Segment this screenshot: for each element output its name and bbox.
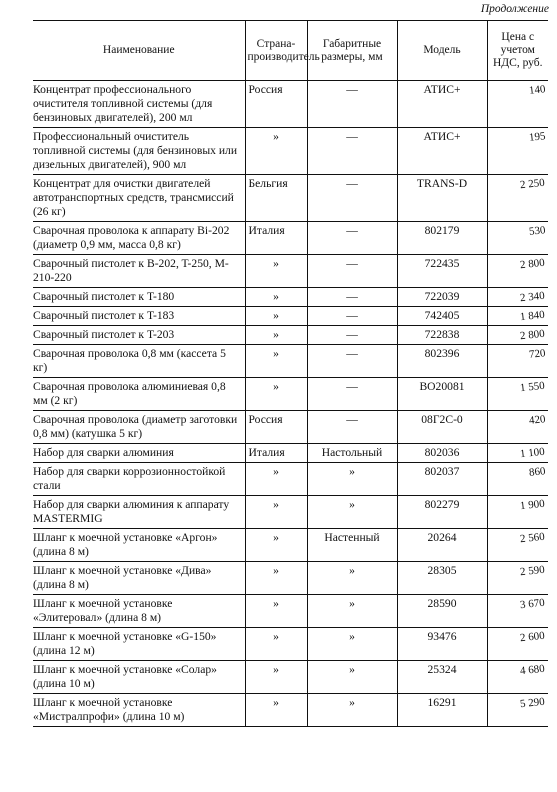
cell-model: 802037 bbox=[397, 463, 487, 496]
price-value: 2 800 bbox=[519, 327, 546, 343]
cell-dimensions: — bbox=[307, 411, 397, 444]
cell-dimensions: » bbox=[307, 595, 397, 628]
cell-name: Шланг к моечной установке «Аргон» (длина 8 м) bbox=[33, 529, 245, 562]
cell-dimensions: — bbox=[307, 175, 397, 222]
cell-name: Сварочная проволока алюминиевая 0,8 мм (2 кг) bbox=[33, 378, 245, 411]
table-row bbox=[33, 562, 548, 595]
continued-label: Продолжение bbox=[480, 3, 549, 15]
cell-name: Сварочный пистолет к T-180 bbox=[33, 288, 245, 307]
cell-model: 802179 bbox=[397, 222, 487, 255]
table-row bbox=[33, 595, 548, 628]
table-row bbox=[33, 175, 548, 222]
table-row bbox=[33, 307, 548, 326]
price-value: 720 bbox=[527, 347, 546, 361]
price-value: 195 bbox=[527, 130, 546, 144]
cell-country: » bbox=[245, 595, 307, 628]
cell-country: » bbox=[245, 661, 307, 694]
cell-model: 802036 bbox=[397, 444, 487, 463]
cell-price bbox=[487, 81, 548, 128]
cell-country: » bbox=[245, 562, 307, 595]
cell-name: Шланг к моечной установке «Солар» (длина 10 м) bbox=[33, 661, 245, 694]
table-row bbox=[33, 128, 548, 175]
cell-country: » bbox=[245, 628, 307, 661]
cell-country: » bbox=[245, 378, 307, 411]
table-row bbox=[33, 81, 548, 128]
price-value: 5 290 bbox=[519, 695, 546, 711]
cell-country: » bbox=[245, 288, 307, 307]
price-value: 860 bbox=[527, 465, 546, 479]
cell-name: Набор для сварки алюминия к аппарату MASTERMIG bbox=[33, 496, 245, 529]
column-header-price: Цена с учетом НДС, руб. bbox=[487, 21, 548, 81]
column-header-name: Наименование bbox=[33, 21, 245, 81]
cell-dimensions: » bbox=[307, 694, 397, 727]
cell-model: 722039 bbox=[397, 288, 487, 307]
cell-model: 28305 bbox=[397, 562, 487, 595]
cell-name: Шланг к моечной установке «Дива» (длина 8 м) bbox=[33, 562, 245, 595]
cell-dimensions: — bbox=[307, 307, 397, 326]
cell-price bbox=[487, 345, 548, 378]
cell-model: 722838 bbox=[397, 326, 487, 345]
cell-dimensions: Настенный bbox=[307, 529, 397, 562]
cell-name: Сварочный пистолет к B-202, T-250, M-210-220 bbox=[33, 255, 245, 288]
table-row bbox=[33, 661, 548, 694]
cell-price bbox=[487, 694, 548, 727]
table-row bbox=[33, 345, 548, 378]
cell-model: 722435 bbox=[397, 255, 487, 288]
table-row bbox=[33, 288, 548, 307]
price-value: 3 670 bbox=[519, 596, 546, 612]
cell-name: Шланг к моечной установке «G-150» (длина 12 м) bbox=[33, 628, 245, 661]
price-value: 2 560 bbox=[519, 530, 546, 546]
table-row bbox=[33, 378, 548, 411]
cell-dimensions: » bbox=[307, 496, 397, 529]
cell-dimensions: Настольный bbox=[307, 444, 397, 463]
price-value: 1 840 bbox=[519, 308, 546, 324]
cell-country: » bbox=[245, 128, 307, 175]
cell-price bbox=[487, 288, 548, 307]
cell-country: » bbox=[245, 345, 307, 378]
cell-country: » bbox=[245, 255, 307, 288]
cell-dimensions: — bbox=[307, 128, 397, 175]
cell-price bbox=[487, 378, 548, 411]
table-row bbox=[33, 496, 548, 529]
price-value: 1 900 bbox=[519, 497, 546, 513]
price-value: 140 bbox=[527, 83, 546, 97]
cell-name: Сварочная проволока (диаметр заготовки 0,8 мм) (катушка 5 кг) bbox=[33, 411, 245, 444]
cell-model: BO20081 bbox=[397, 378, 487, 411]
cell-model: 742405 bbox=[397, 307, 487, 326]
cell-price bbox=[487, 307, 548, 326]
cell-model: АТИС+ bbox=[397, 81, 487, 128]
cell-dimensions: » bbox=[307, 628, 397, 661]
cell-model: 25324 bbox=[397, 661, 487, 694]
cell-model: 20264 bbox=[397, 529, 487, 562]
cell-model: 16291 bbox=[397, 694, 487, 727]
cell-price bbox=[487, 529, 548, 562]
cell-model: 802396 bbox=[397, 345, 487, 378]
cell-name: Шланг к моечной установке «Элитеровал» (длина 8 м) bbox=[33, 595, 245, 628]
cell-price bbox=[487, 255, 548, 288]
price-value: 2 600 bbox=[519, 629, 546, 645]
table-row bbox=[33, 326, 548, 345]
cell-name: Сварочный пистолет к T-203 bbox=[33, 326, 245, 345]
column-header-country: Страна-производитель bbox=[245, 21, 307, 81]
cell-name: Концентрат для очистки двигателей автотранспортных средств, трансмиссий (26 кг) bbox=[33, 175, 245, 222]
cell-price bbox=[487, 496, 548, 529]
cell-name: Профессиональный очиститель топливной системы (для бензиновых или дизельных двигателей), 900 мл bbox=[33, 128, 245, 175]
cell-dimensions: — bbox=[307, 288, 397, 307]
table-row bbox=[33, 463, 548, 496]
cell-dimensions: » bbox=[307, 562, 397, 595]
price-value: 2 800 bbox=[519, 256, 546, 272]
cell-country: Россия bbox=[245, 81, 307, 128]
cell-price bbox=[487, 411, 548, 444]
price-value: 1 550 bbox=[519, 379, 546, 395]
table-row bbox=[33, 694, 548, 727]
cell-country: » bbox=[245, 496, 307, 529]
cell-price bbox=[487, 463, 548, 496]
cell-country: Италия bbox=[245, 222, 307, 255]
cell-price bbox=[487, 628, 548, 661]
cell-price bbox=[487, 444, 548, 463]
cell-name: Сварочная проволока к аппарату Bi-202 (диаметр 0,9 мм, масса 0,8 кг) bbox=[33, 222, 245, 255]
cell-dimensions: — bbox=[307, 326, 397, 345]
cell-country: » bbox=[245, 694, 307, 727]
cell-name: Набор для сварки коррозионностойкой стали bbox=[33, 463, 245, 496]
cell-price bbox=[487, 661, 548, 694]
cell-name: Сварочная проволока 0,8 мм (кассета 5 кг) bbox=[33, 345, 245, 378]
cell-price bbox=[487, 326, 548, 345]
price-value: 1 100 bbox=[519, 445, 546, 461]
cell-dimensions: » bbox=[307, 463, 397, 496]
cell-dimensions: — bbox=[307, 255, 397, 288]
cell-name: Сварочный пистолет к T-183 bbox=[33, 307, 245, 326]
cell-dimensions: — bbox=[307, 222, 397, 255]
cell-price bbox=[487, 222, 548, 255]
cell-price bbox=[487, 175, 548, 222]
price-value: 2 590 bbox=[519, 563, 546, 579]
table-row bbox=[33, 222, 548, 255]
cell-model: 08Г2С-0 bbox=[397, 411, 487, 444]
cell-country: Россия bbox=[245, 411, 307, 444]
cell-dimensions: — bbox=[307, 81, 397, 128]
table-row bbox=[33, 628, 548, 661]
table-row bbox=[33, 411, 548, 444]
cell-name: Концентрат профессионального очистителя топливной системы (для бензиновых двигателей), 200 мл bbox=[33, 81, 245, 128]
table-row bbox=[33, 444, 548, 463]
price-value: 530 bbox=[527, 224, 546, 238]
table-body bbox=[33, 81, 548, 727]
cell-price bbox=[487, 562, 548, 595]
cell-model: АТИС+ bbox=[397, 128, 487, 175]
cell-model: TRANS-D bbox=[397, 175, 487, 222]
price-value: 2 250 bbox=[519, 176, 546, 192]
cell-country: Италия bbox=[245, 444, 307, 463]
cell-country: » bbox=[245, 463, 307, 496]
cell-dimensions: » bbox=[307, 661, 397, 694]
table-row bbox=[33, 255, 548, 288]
cell-price bbox=[487, 595, 548, 628]
cell-dimensions: — bbox=[307, 378, 397, 411]
table-row bbox=[33, 529, 548, 562]
cell-country: » bbox=[245, 307, 307, 326]
cell-name: Шланг к моечной установке «Мистралпрофи» (длина 10 м) bbox=[33, 694, 245, 727]
cell-dimensions: — bbox=[307, 345, 397, 378]
price-value: 420 bbox=[527, 413, 546, 427]
cell-model: 28590 bbox=[397, 595, 487, 628]
cell-country: » bbox=[245, 529, 307, 562]
price-value: 2 340 bbox=[519, 289, 546, 305]
cell-model: 802279 bbox=[397, 496, 487, 529]
table-header-row bbox=[33, 21, 548, 81]
cell-price bbox=[487, 128, 548, 175]
cell-model: 93476 bbox=[397, 628, 487, 661]
column-header-model: Модель bbox=[397, 21, 487, 81]
cell-country: » bbox=[245, 326, 307, 345]
cell-country: Бельгия bbox=[245, 175, 307, 222]
price-value: 4 680 bbox=[519, 662, 546, 678]
cell-name: Набор для сварки алюминия bbox=[33, 444, 245, 463]
price-table bbox=[33, 20, 548, 727]
column-header-dimensions: Габаритные размеры, мм bbox=[307, 21, 397, 81]
